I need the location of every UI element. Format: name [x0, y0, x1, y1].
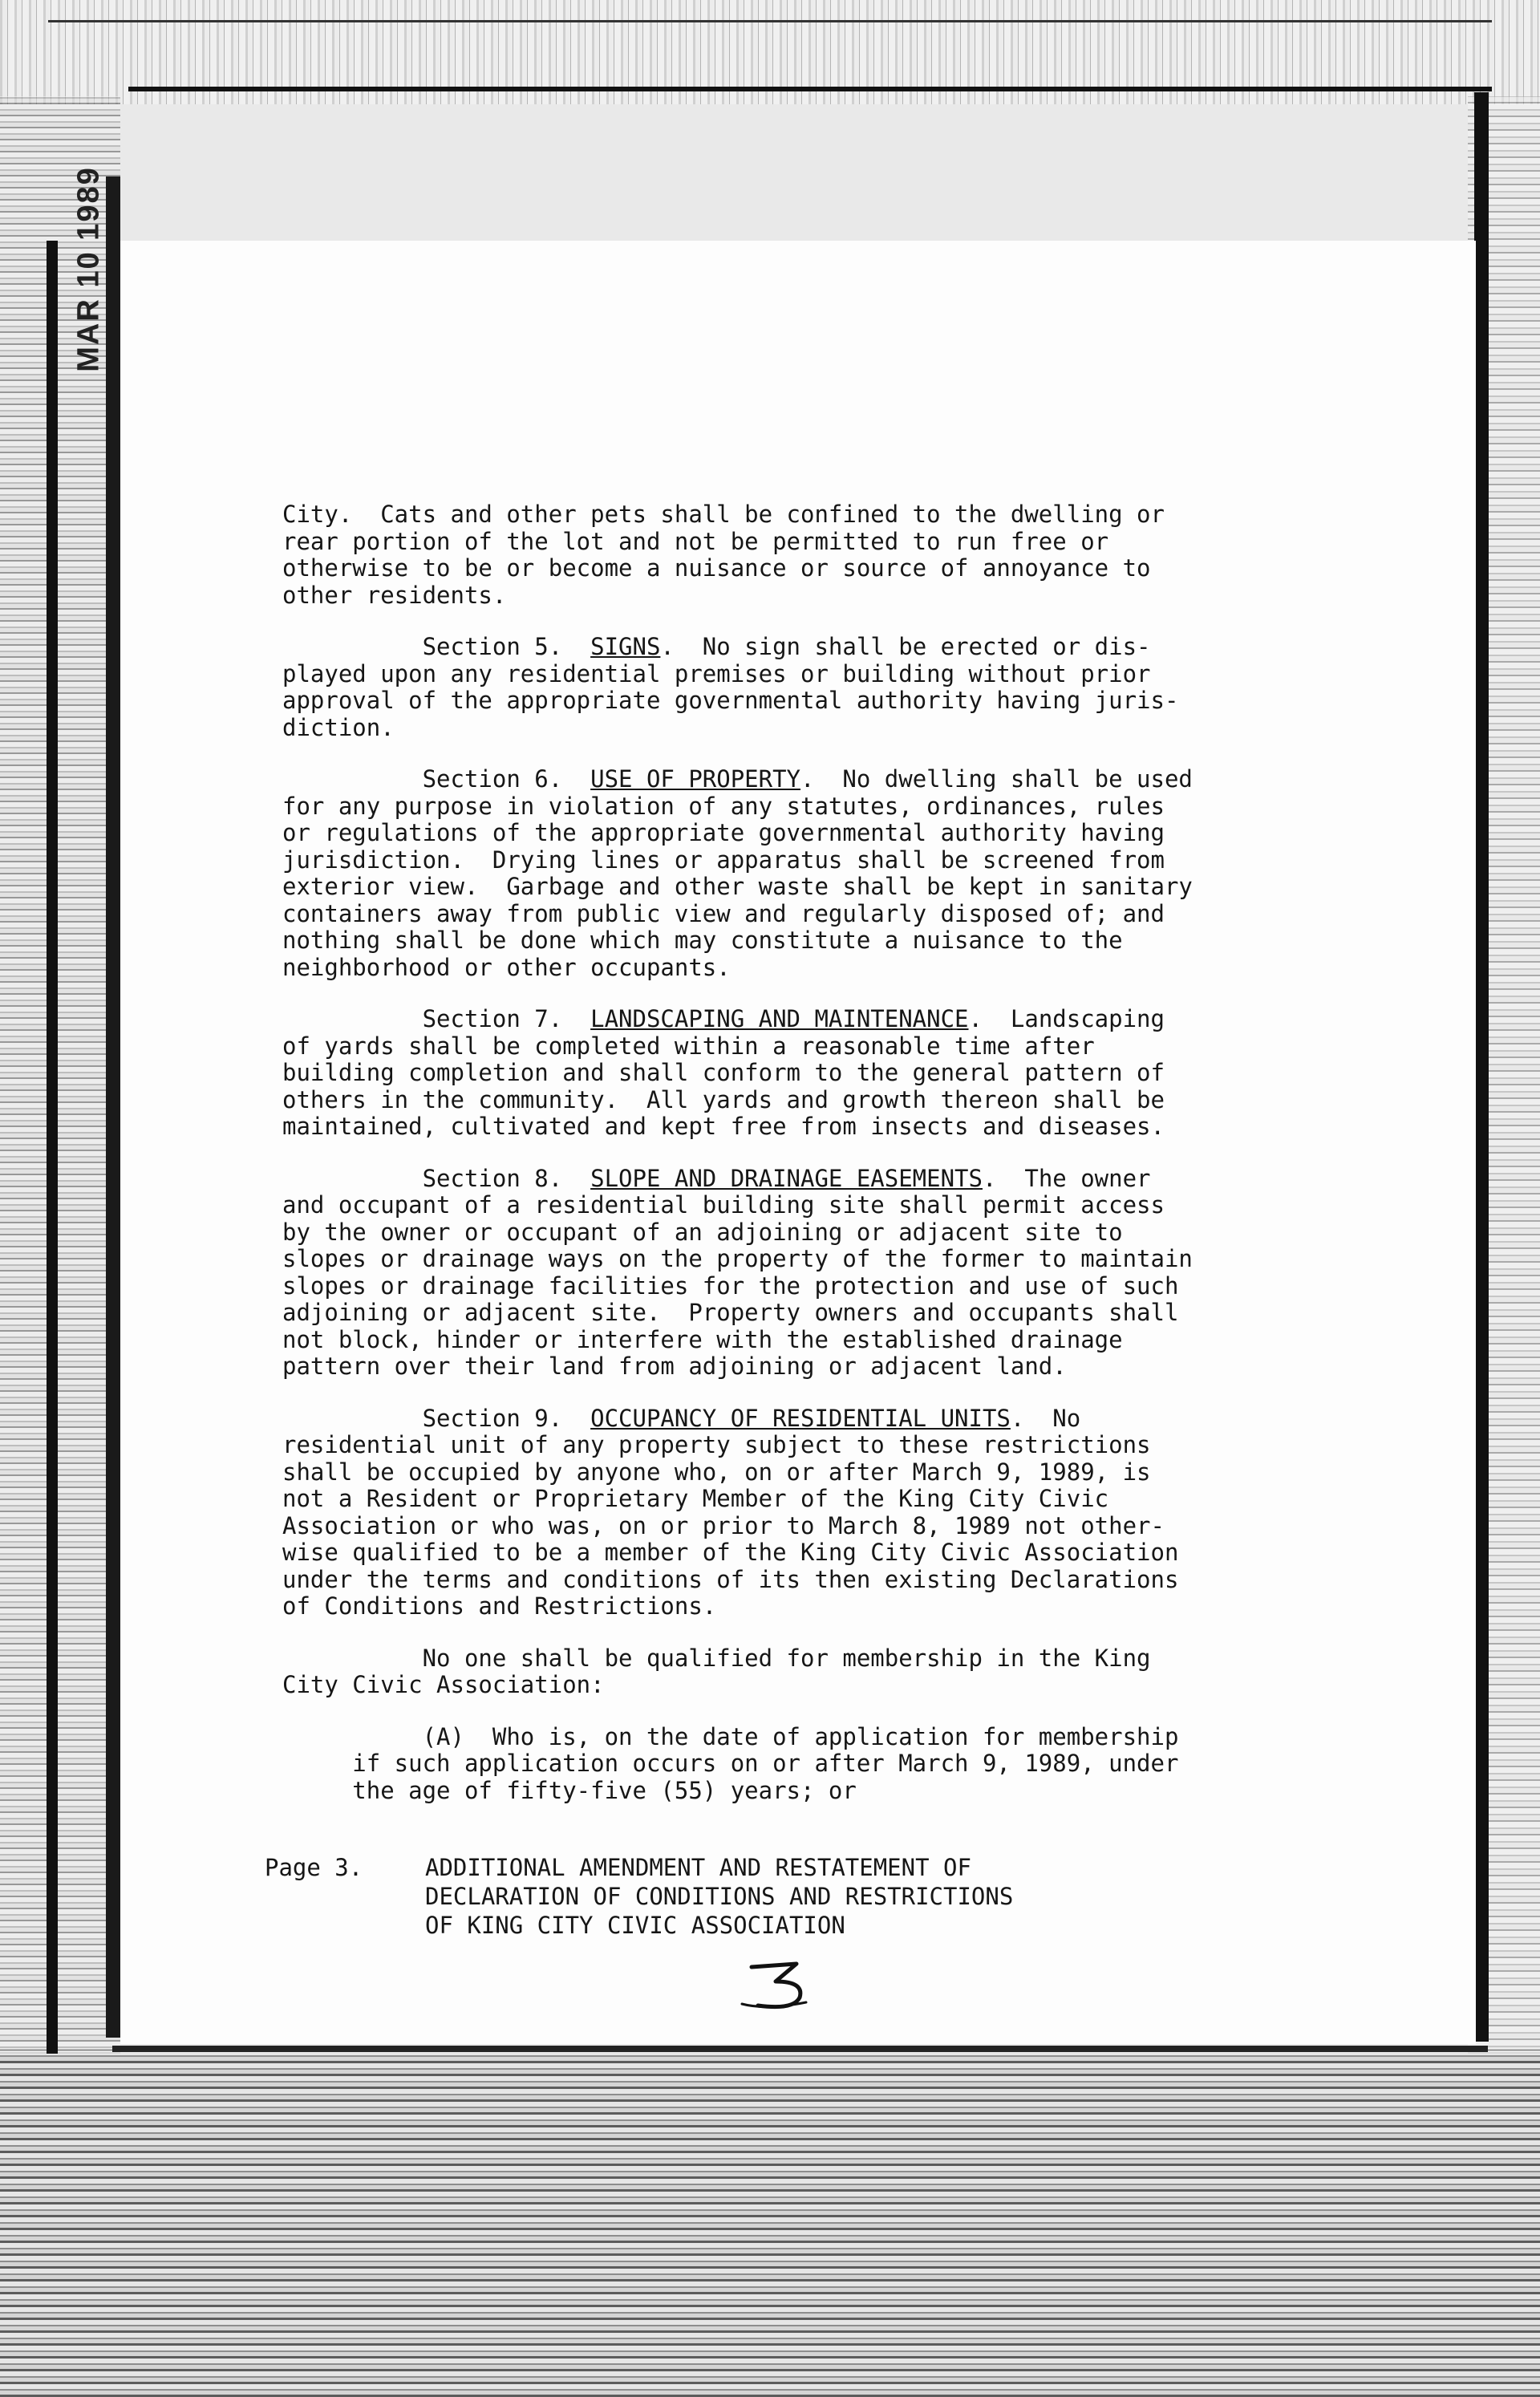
- section-heading: SIGNS: [590, 633, 661, 660]
- section-9-occupancy: Section 9. OCCUPANCY OF RESIDENTIAL UNITS. No residential unit of any property subject to these restrictions shall be occupied by anyone who, on or after March 9, 1989, is not a Resident or Proprietary Member of the King City Civic Association or who was, on or prior to March 8, 1989 not other- wise qualified to be a member of the King City Civic Association under the terms and conditions of its then existing Declarations of Conditions and Restrictions.: [282, 1404, 1179, 1620]
- footer-title-line: ADDITIONAL AMENDMENT AND RESTATEMENT OF: [425, 1854, 971, 1881]
- section-5-signs: Section 5. SIGNS. No sign shall be erected or dis- played upon any residential premises or building without prior approval of the appropriate governmental authority having juris- diction.: [282, 633, 1179, 741]
- section-6-use-of-property: Section 6. USE OF PROPERTY. No dwelling shall be used for any purpose in violation of any statutes, ordinances, rules or regulations of the appropriate governmental authority having jurisdiction. Drying lines or apparatus shall be screened from exterior view. Garbage and other waste shall be kept in sanitary containers away from public view and regularly disposed of; and nothing shall be done which may constitute a nuisance to the neighborhood or other occupants.: [282, 765, 1193, 981]
- date-stamp-text: MAR 10 1989: [71, 165, 106, 372]
- page-edge-top: [128, 87, 1492, 91]
- section-heading: LANDSCAPING AND MAINTENANCE: [590, 1005, 969, 1032]
- section-7-landscaping: Section 7. LANDSCAPING AND MAINTENANCE. Landscaping of yards shall be completed within a reasonable time after building completion and shall conform to the general pattern of others in the community. All yards and growth thereon shall be maintained, cultivated and kept free from insects and diseases.: [282, 1005, 1165, 1140]
- handwritten-page-number: [734, 1957, 822, 2014]
- page-label: Page 3.: [265, 1854, 363, 1881]
- scan-noise-bottom: [0, 2050, 1540, 2397]
- paragraph-membership: No one shall be qualified for membership in the King City Civic Association:: [282, 1644, 1151, 1698]
- page-edge-left: [106, 176, 120, 2038]
- section-heading: SLOPE AND DRAINAGE EASEMENTS: [590, 1164, 983, 1192]
- page-edge-bottom: [112, 2046, 1488, 2052]
- section-heading: USE OF PROPERTY: [590, 765, 801, 793]
- clause-a: (A) Who is, on the date of application for membership if such application occurs on or after March 9, 1989, under the age of fifty-five (55) years; or: [282, 1722, 1179, 1804]
- footer-title-line: DECLARATION OF CONDITIONS AND RESTRICTIONS: [425, 1883, 1014, 1910]
- scan-edge-bar-left: [47, 241, 58, 2054]
- scan-edge-line: [48, 20, 1492, 22]
- date-stamp: [69, 165, 109, 372]
- paragraph-pets: City. Cats and other pets shall be confined to the dwelling or rear portion of the lot and not be permitted to run free or otherwise to be or become a nuisance or source of annoyance to other residents.: [282, 501, 1165, 609]
- page-edge-right: [1474, 92, 1489, 2042]
- section-heading: OCCUPANCY OF RESIDENTIAL UNITS: [590, 1404, 1011, 1432]
- document-body: [282, 501, 1317, 1829]
- page-footer: [265, 1853, 1307, 1940]
- scan-noise-left: [0, 96, 120, 2054]
- footer-title-line: OF KING CITY CIVIC ASSOCIATION: [425, 1912, 845, 1939]
- section-8-slope-drainage: Section 8. SLOPE AND DRAINAGE EASEMENTS. The owner and occupant of a residential building site shall permit access by the owner or occupant of an adjoining or adjacent site to slopes or drainage ways on the property of the former to maintain slopes or drainage facilities for the protection and use of such adjoining or adjacent site. Property owners and occupants shall not block, hinder or interfere with the established drainage pattern over their land from adjoining or adjacent land.: [282, 1164, 1193, 1380]
